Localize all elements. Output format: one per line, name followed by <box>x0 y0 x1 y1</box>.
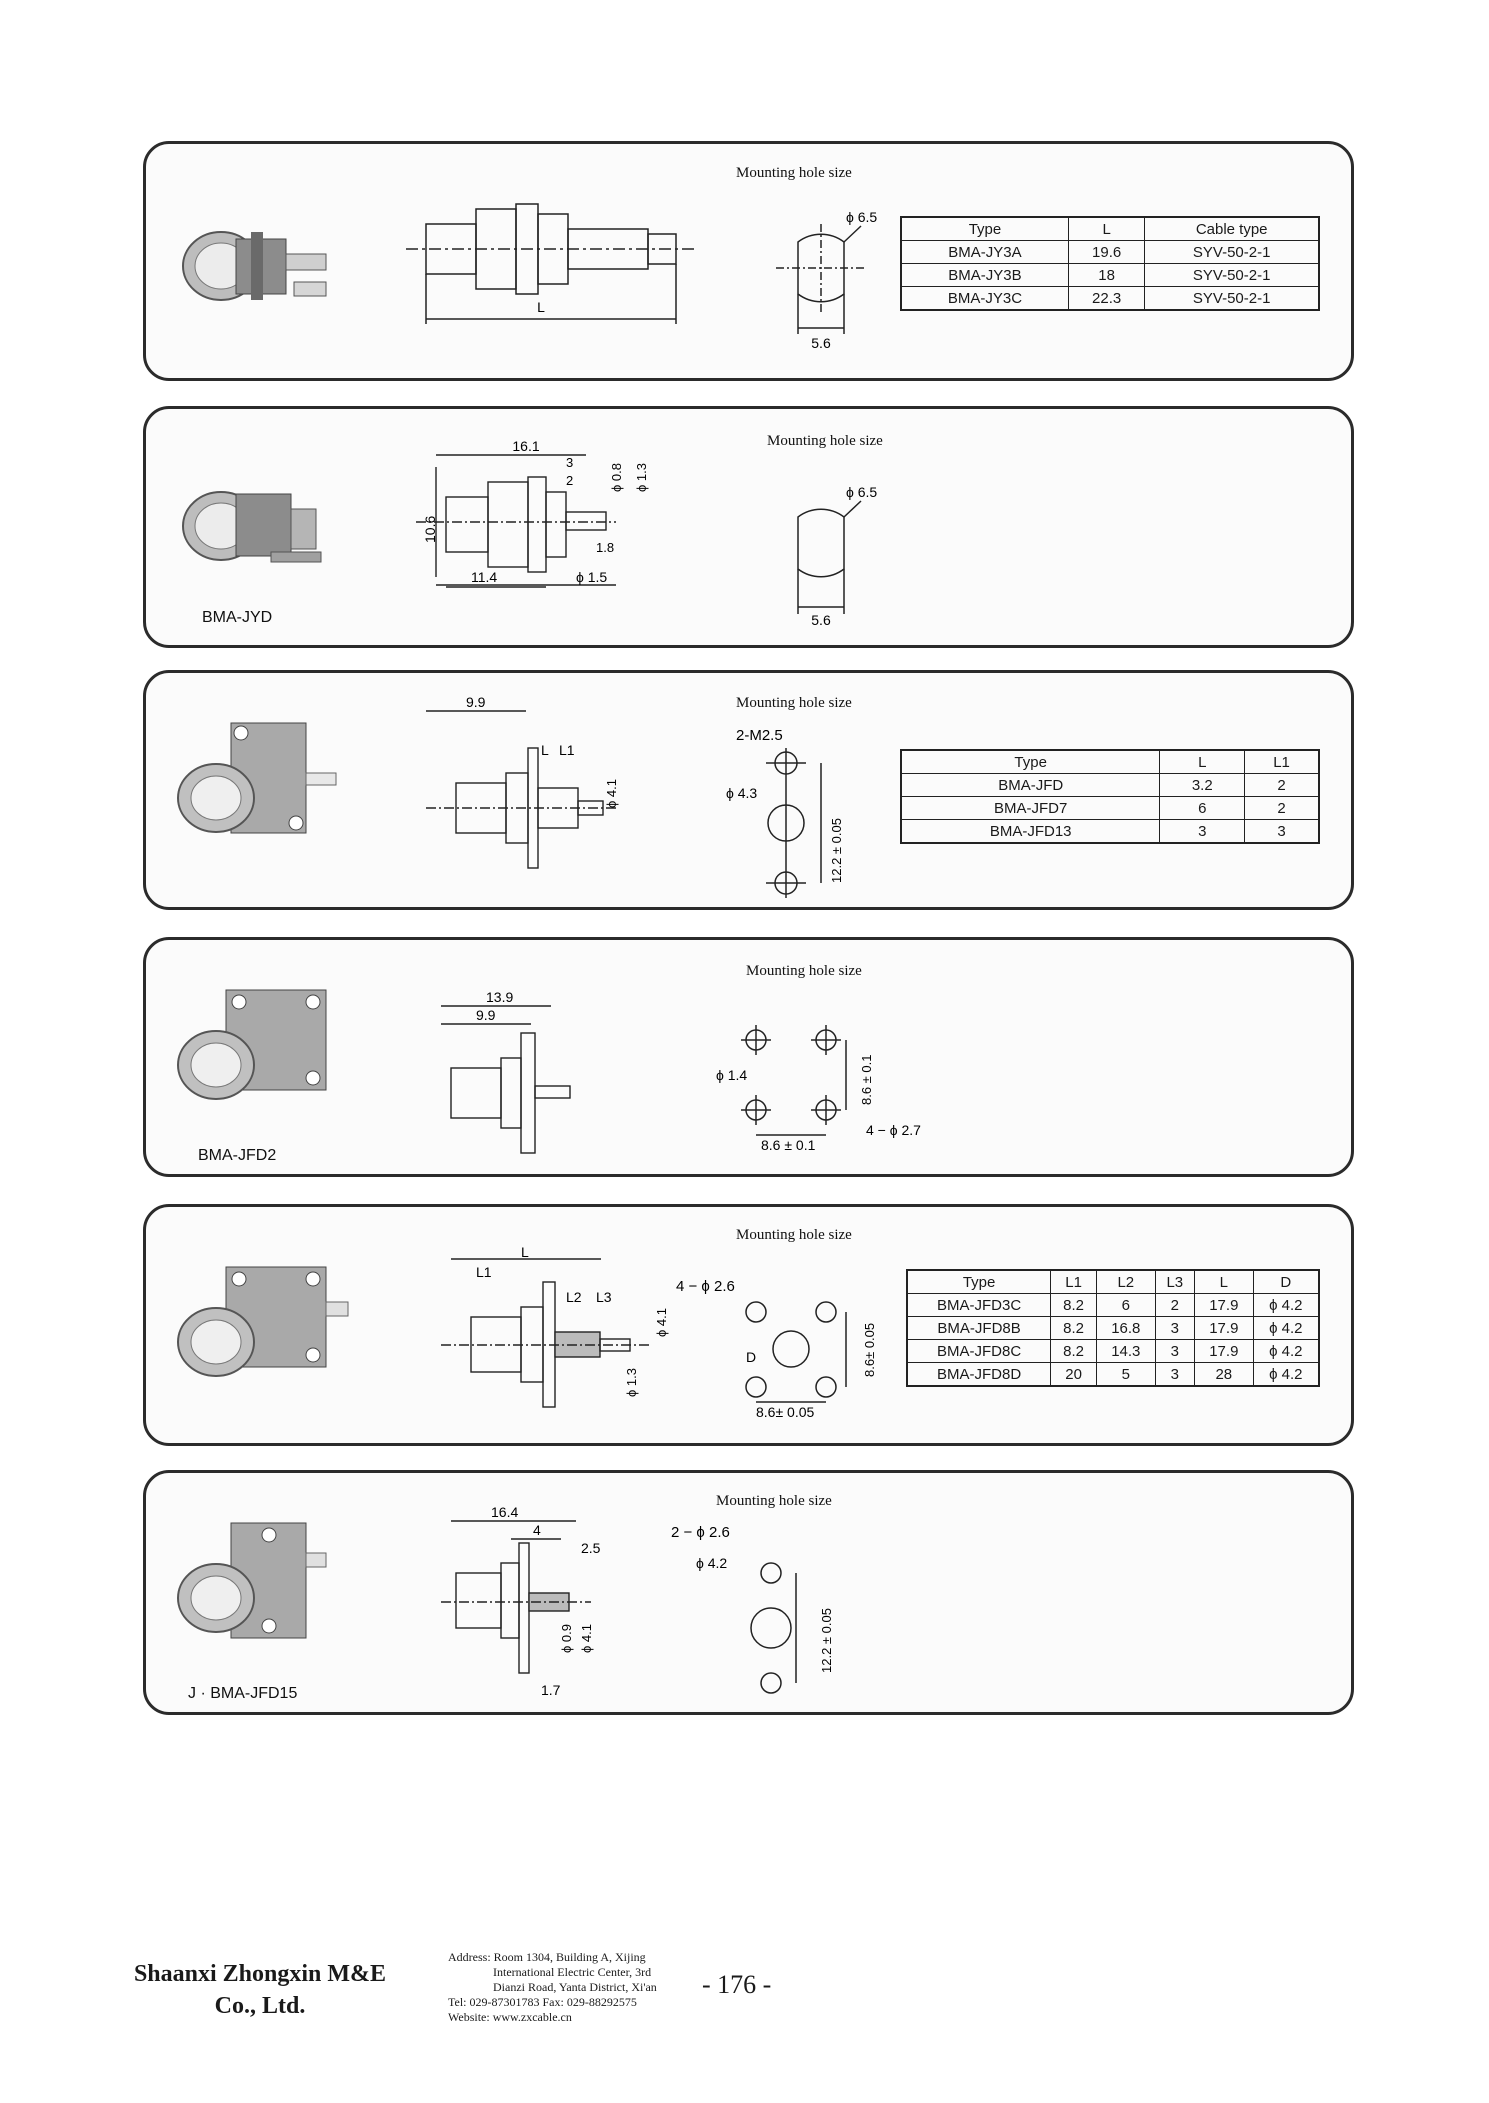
svg-text:16.1: 16.1 <box>512 438 540 454</box>
mounting-hole-title: Mounting hole size <box>736 165 852 181</box>
hole-diameter-label: ϕ 6.5 <box>846 209 878 225</box>
svg-text:ϕ 1.3: ϕ 1.3 <box>624 1368 639 1397</box>
svg-text:L2: L2 <box>566 1289 582 1305</box>
connector-photo <box>171 1257 351 1397</box>
svg-text:L1: L1 <box>476 1264 492 1280</box>
spec-table <box>906 1269 1320 1387</box>
svg-text:ϕ 0.8: ϕ 0.8 <box>609 463 624 492</box>
svg-text:ϕ 1.4: ϕ 1.4 <box>716 1067 748 1083</box>
svg-text:4 − ϕ 2.6: 4 − ϕ 2.6 <box>676 1278 735 1295</box>
table-row: BMA-JFD13 3 3 <box>901 820 1319 844</box>
connector-photo <box>176 464 346 574</box>
table-header: L1 <box>1051 1270 1097 1294</box>
svg-text:2: 2 <box>566 473 574 488</box>
svg-text:ϕ 0.9: ϕ 0.9 <box>559 1624 574 1653</box>
table-row: BMA-JFD8B 8.2 16.8 3 17.9 ϕ 4.2 <box>907 1317 1319 1340</box>
svg-text:ϕ 1.5: ϕ 1.5 <box>576 569 608 585</box>
product-label: BMA-JYD <box>202 609 273 626</box>
svg-text:ϕ 4.1: ϕ 4.1 <box>579 1624 594 1653</box>
table-header: Cable type <box>1145 217 1319 241</box>
table-header: L3 <box>1155 1270 1194 1294</box>
svg-text:4 − ϕ 2.7: 4 − ϕ 2.7 <box>866 1122 921 1138</box>
product-label: BMA-JFD2 <box>198 1147 277 1164</box>
svg-text:L1: L1 <box>559 742 575 758</box>
side-view-drawing <box>406 194 706 374</box>
mounting-hole-drawing <box>766 209 896 364</box>
svg-text:1.8: 1.8 <box>596 540 615 555</box>
table-header: L1 <box>1245 750 1319 774</box>
mounting-hole-drawing <box>726 728 876 903</box>
svg-text:ϕ 6.5: ϕ 6.5 <box>846 484 878 500</box>
svg-text:8.6 ± 0.1: 8.6 ± 0.1 <box>859 1054 874 1105</box>
svg-text:D: D <box>746 1349 757 1365</box>
svg-text:9.9: 9.9 <box>466 694 486 710</box>
svg-text:ϕ 4.3: ϕ 4.3 <box>726 785 758 801</box>
table-header: Type <box>907 1270 1051 1294</box>
table-header: L2 <box>1097 1270 1156 1294</box>
svg-text:2.5: 2.5 <box>581 1540 601 1556</box>
side-view-drawing <box>416 437 676 637</box>
svg-text:L: L <box>541 742 549 758</box>
table-header: L <box>1195 1270 1254 1294</box>
table-row: BMA-JY3A 19.6 SYV-50-2-1 <box>901 241 1319 264</box>
mounting-hole-title: Mounting hole size <box>736 1227 852 1243</box>
mounting-hole-title: Mounting hole size <box>767 433 883 449</box>
table-row: BMA-JFD7 6 2 <box>901 797 1319 820</box>
table-row: BMA-JFD 3.2 2 <box>901 774 1319 797</box>
hole-flat-label: 5.6 <box>811 335 831 351</box>
product-panel-6 <box>143 1470 1354 1715</box>
table-header: Type <box>901 217 1068 241</box>
table-header: Type <box>901 750 1160 774</box>
svg-text:4: 4 <box>533 1522 541 1538</box>
table-header: D <box>1253 1270 1319 1294</box>
table-row: BMA-JY3C 22.3 SYV-50-2-1 <box>901 287 1319 311</box>
svg-text:ϕ 4.1: ϕ 4.1 <box>654 1308 669 1337</box>
svg-text:ϕ 4.1: ϕ 4.1 <box>604 779 619 808</box>
svg-text:13.9: 13.9 <box>486 989 514 1005</box>
table-row: BMA-JFD8C 8.2 14.3 3 17.9 ϕ 4.2 <box>907 1340 1319 1363</box>
table-row: BMA-JFD8D 20 5 3 28 ϕ 4.2 <box>907 1363 1319 1387</box>
mounting-hole-drawing <box>671 1523 871 1703</box>
company-address: Address: Room 1304, Building A, Xijing International Electric Center, 3rd Dianzi Road, Yanta District, Xi'an Tel: 029-87301783 Fax: 029-88292575 Website: www.zxcable.cn <box>448 1950 657 2024</box>
side-view-drawing <box>441 1503 661 1703</box>
connector-photo <box>171 1513 351 1663</box>
mounting-hole-title: Mounting hole size <box>716 1493 832 1509</box>
svg-text:L: L <box>521 1244 529 1260</box>
svg-text:2-M2.5: 2-M2.5 <box>736 727 783 744</box>
table-row: BMA-JFD3C 8.2 6 2 17.9 ϕ 4.2 <box>907 1294 1319 1317</box>
product-label: J · BMA-JFD15 <box>188 1685 298 1702</box>
side-view-drawing <box>431 1244 691 1427</box>
svg-text:ϕ 1.3: ϕ 1.3 <box>634 463 649 492</box>
svg-text:2 − ϕ 2.6: 2 − ϕ 2.6 <box>671 1524 730 1541</box>
side-view-drawing <box>431 988 631 1158</box>
product-panel-2 <box>143 406 1354 648</box>
spec-table <box>900 749 1320 844</box>
svg-text:11.4: 11.4 <box>471 569 498 585</box>
mounting-hole-drawing <box>716 1020 956 1160</box>
table-row: BMA-JY3B 18 SYV-50-2-1 <box>901 264 1319 287</box>
svg-text:10.6: 10.6 <box>422 515 438 543</box>
table-header: L <box>1068 217 1144 241</box>
product-panel-5 <box>143 1204 1354 1446</box>
svg-text:12.2 ± 0.05: 12.2 ± 0.05 <box>819 1608 834 1673</box>
spec-table <box>900 216 1320 311</box>
svg-text:12.2 ± 0.05: 12.2 ± 0.05 <box>829 818 844 883</box>
svg-text:3: 3 <box>566 455 574 470</box>
svg-text:ϕ 4.2: ϕ 4.2 <box>696 1555 728 1571</box>
svg-text:L3: L3 <box>596 1289 612 1305</box>
product-panel-4 <box>143 937 1354 1177</box>
product-panel-3 <box>143 670 1354 910</box>
svg-text:9.9: 9.9 <box>476 1007 496 1023</box>
svg-text:8.6± 0.05: 8.6± 0.05 <box>862 1322 877 1377</box>
table-header: L <box>1160 750 1245 774</box>
svg-text:5.6: 5.6 <box>811 612 831 628</box>
mounting-hole-drawing <box>766 484 896 639</box>
side-view-drawing <box>406 693 666 893</box>
company-name: Shaanxi Zhongxin M&E Co., Ltd. <box>133 1961 387 2019</box>
mounting-hole-title: Mounting hole size <box>746 963 862 979</box>
svg-text:1.7: 1.7 <box>541 1682 561 1698</box>
connector-photo <box>176 204 346 314</box>
mounting-hole-drawing <box>676 1277 896 1432</box>
svg-text:8.6± 0.05: 8.6± 0.05 <box>756 1404 815 1420</box>
svg-text:16.4: 16.4 <box>491 1504 519 1520</box>
mounting-hole-title: Mounting hole size <box>736 695 852 711</box>
svg-text:8.6 ± 0.1: 8.6 ± 0.1 <box>761 1137 816 1153</box>
connector-photo <box>171 713 351 853</box>
page-number: - 176 - <box>702 1970 772 1999</box>
length-label: L <box>537 299 545 315</box>
product-panel-1 <box>143 141 1354 381</box>
connector-photo <box>171 980 351 1120</box>
